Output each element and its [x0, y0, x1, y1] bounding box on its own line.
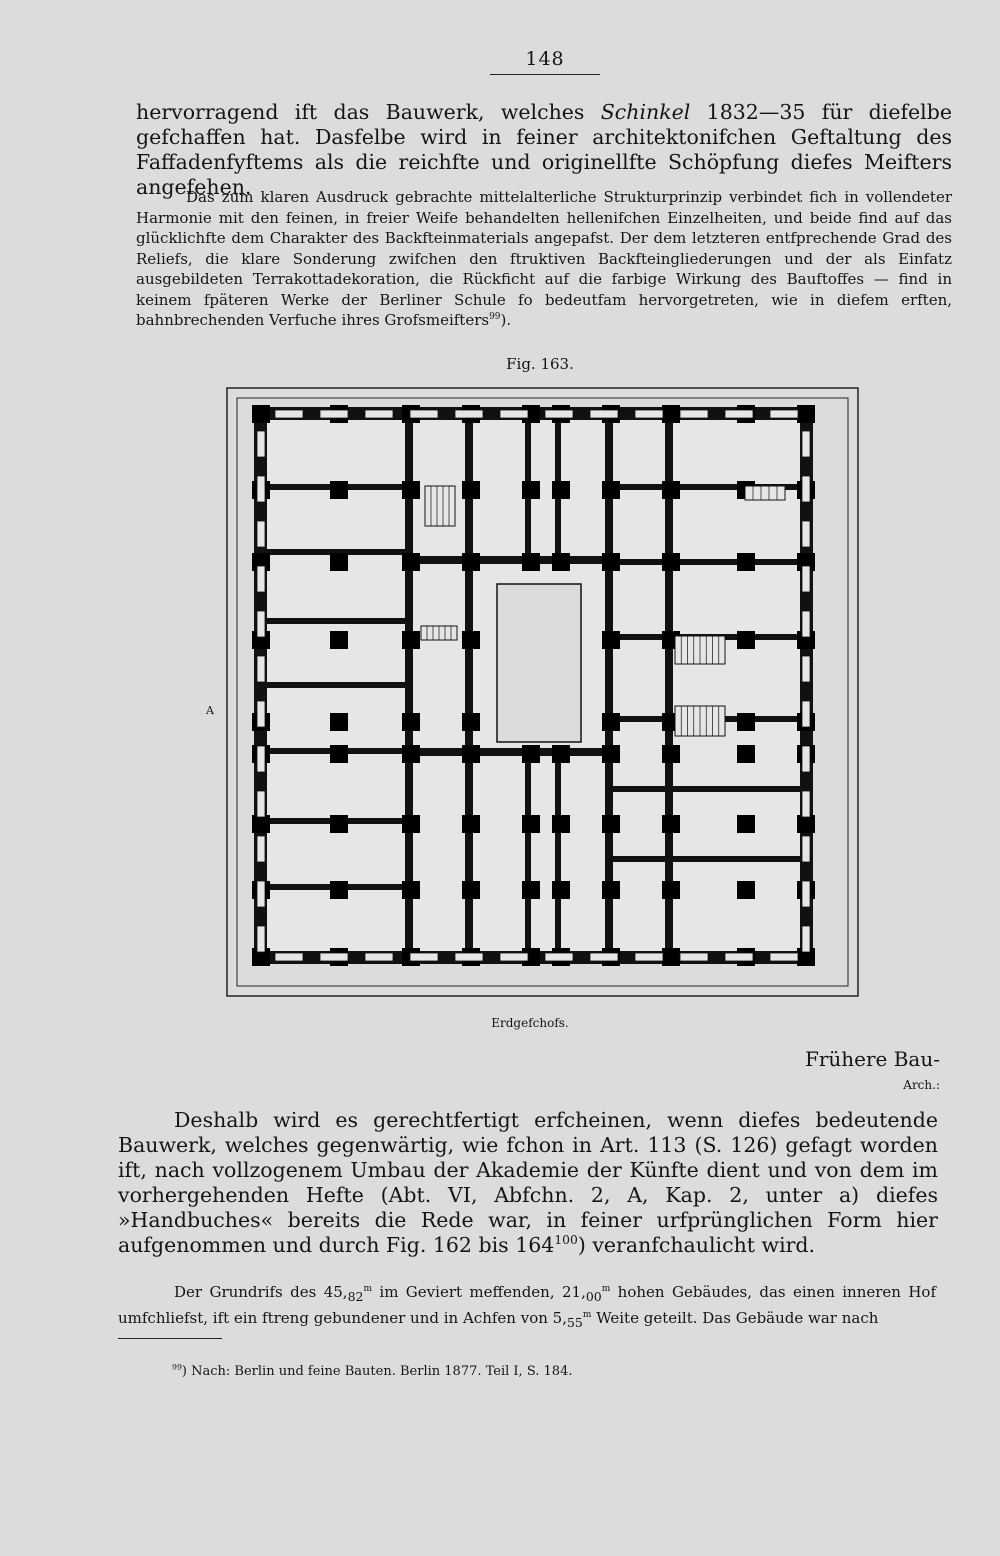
pier — [402, 713, 420, 731]
ring-wall-north — [405, 556, 605, 564]
window — [257, 476, 265, 502]
cross-wall — [255, 682, 405, 688]
footnote-99 — [172, 1364, 872, 1379]
window — [500, 410, 528, 418]
pier — [402, 881, 420, 899]
pier — [252, 815, 270, 833]
footnote-99-text: ) Nach: Berlin und feine Bauten. Berlin 1877. Teil I, S. 184. — [181, 1364, 573, 1379]
pier — [737, 553, 755, 571]
pier — [330, 631, 348, 649]
paragraph-1-text-a: hervorragend ift das Bauwerk, welches — [136, 100, 601, 124]
footnote-rule — [118, 1338, 222, 1339]
pier — [662, 481, 680, 499]
pier — [522, 745, 540, 763]
pier — [330, 815, 348, 833]
spine-wall — [525, 756, 531, 963]
pier — [662, 881, 680, 899]
window — [802, 521, 810, 547]
window — [410, 410, 438, 418]
cross-wall — [605, 856, 812, 862]
pier — [462, 881, 480, 899]
window — [802, 611, 810, 637]
window — [725, 953, 753, 961]
floor-plan — [225, 386, 860, 998]
window — [257, 746, 265, 772]
stair-block — [745, 486, 785, 500]
pier — [522, 881, 540, 899]
pier — [552, 815, 570, 833]
ring-wall-south — [405, 748, 605, 756]
pier — [662, 815, 680, 833]
window — [500, 953, 528, 961]
pier — [602, 745, 620, 763]
margin-note-title: Frühere Bau- — [804, 1047, 940, 1071]
pier — [662, 553, 680, 571]
paragraph-3 — [118, 1108, 938, 1258]
window — [680, 953, 708, 961]
window — [802, 566, 810, 592]
figure-side-label: A — [206, 704, 214, 717]
window — [455, 410, 483, 418]
pier — [552, 553, 570, 571]
paragraph-1 — [136, 100, 952, 200]
pier — [662, 745, 680, 763]
window — [770, 953, 798, 961]
window — [257, 881, 265, 907]
figure-caption: Erdgefchofs. — [491, 1016, 569, 1030]
pier — [602, 881, 620, 899]
cross-wall — [255, 618, 405, 624]
pier — [602, 553, 620, 571]
paragraph-2 — [136, 187, 952, 331]
pier — [737, 713, 755, 731]
paragraph-4-c: hohen Gebäudes, das einen inneren Hof umfchliefst, ift ein ftreng gebundener und in Achfen von 5, — [118, 1283, 936, 1327]
pier — [252, 405, 270, 423]
pier — [662, 405, 680, 423]
pier — [462, 713, 480, 731]
window — [257, 791, 265, 817]
window — [590, 953, 618, 961]
stair-block — [425, 486, 455, 526]
page-number: 148 — [490, 48, 600, 75]
window — [275, 410, 303, 418]
pier — [552, 881, 570, 899]
measure-2-unit: m — [601, 1284, 611, 1294]
pier — [462, 553, 480, 571]
window — [455, 953, 483, 961]
pier — [402, 481, 420, 499]
window — [545, 953, 573, 961]
window — [802, 926, 810, 952]
pier — [402, 815, 420, 833]
pier — [330, 745, 348, 763]
courtyard — [497, 584, 581, 742]
footnote-ref-100: 100 — [554, 1233, 578, 1248]
pier — [602, 481, 620, 499]
measure-3-unit: m — [582, 1309, 592, 1320]
paragraph-4-a: Der Grundrifs des 45, — [174, 1283, 348, 1301]
window — [802, 431, 810, 457]
pier — [737, 631, 755, 649]
pier — [522, 481, 540, 499]
paragraph-4 — [118, 1282, 936, 1333]
window — [802, 791, 810, 817]
window — [257, 701, 265, 727]
measure-3-decimals: 55 — [566, 1314, 583, 1330]
pier — [330, 481, 348, 499]
cross-wall — [605, 786, 812, 792]
pier — [330, 713, 348, 731]
pier — [402, 745, 420, 763]
pier — [797, 815, 815, 833]
window — [257, 656, 265, 682]
window — [320, 410, 348, 418]
pier — [522, 553, 540, 571]
window — [802, 656, 810, 682]
window — [770, 410, 798, 418]
pier — [552, 745, 570, 763]
window — [590, 410, 618, 418]
window — [635, 953, 663, 961]
pier — [462, 481, 480, 499]
pier — [602, 631, 620, 649]
pier — [737, 881, 755, 899]
window — [545, 410, 573, 418]
paragraph-3-end: ) veranfchaulicht wird. — [577, 1233, 816, 1257]
window — [257, 611, 265, 637]
pier — [737, 745, 755, 763]
window — [802, 881, 810, 907]
paragraph-4-b: im Geviert meffenden, 21, — [372, 1283, 586, 1301]
window — [410, 953, 438, 961]
window — [320, 953, 348, 961]
pier — [602, 713, 620, 731]
pier — [462, 631, 480, 649]
window — [802, 836, 810, 862]
window — [257, 521, 265, 547]
pier — [737, 815, 755, 833]
architect-name: Schinkel — [600, 100, 691, 124]
footnote-99-mark: 99 — [172, 1362, 182, 1372]
window — [257, 431, 265, 457]
pier — [602, 815, 620, 833]
window — [257, 926, 265, 952]
pier — [462, 815, 480, 833]
pier — [402, 553, 420, 571]
window — [365, 953, 393, 961]
pier — [662, 948, 680, 966]
paragraph-4-d: Weite geteilt. Das Gebäude war nach — [591, 1308, 879, 1327]
pier — [522, 815, 540, 833]
paragraph-2-end: ). — [500, 311, 512, 329]
paragraph-1-text-b: 1832—35 für diefelbe gefchaffen hat. Dasfelbe wird in feiner architektonifchen Geftaltung des Faffadenfyftems als die reichfte und originellfte Schöpfung diefes Meifters angefehen. — [136, 100, 952, 199]
spine-wall — [555, 756, 561, 963]
pier — [462, 745, 480, 763]
measure-1-unit: m — [363, 1284, 373, 1294]
cross-wall — [605, 559, 812, 565]
window — [635, 410, 663, 418]
figure-label: Fig. 163. — [506, 355, 574, 373]
window — [257, 836, 265, 862]
window — [725, 410, 753, 418]
pier — [552, 481, 570, 499]
floor-plan-drawing — [225, 386, 860, 998]
window — [802, 701, 810, 727]
window — [257, 566, 265, 592]
measure-2-decimals: 00 — [585, 1289, 602, 1304]
window — [680, 410, 708, 418]
window — [275, 953, 303, 961]
window — [802, 746, 810, 772]
paragraph-2-text: Das zum klaren Ausdruck gebrachte mittelalterliche Strukturprinzip verbindet fich in vollendeter Harmonie mit den feinen, in freier Weife behandelten hellenifchen Einzelheiten, und beide find auf das glücklichfte dem Charakter des Backfteinmaterials angepafst. Der dem letzteren entfprechende Grad des Reliefs, die klare Sonderung zwifchen den ftruktiven Backfteingliederungen und der als Einfatz ausgebildeten Terrakottadekoration, die Rückficht auf die farbige Wirkung des Bauftoffes — find in keinem fpäteren Werke der Berliner Schule fo bedeutfam hervorgetreten, wie in diefem erften, bahnbrechenden Verfuche ihres Grofsmeifters — [136, 188, 952, 329]
window — [802, 476, 810, 502]
pier — [797, 405, 815, 423]
pier — [330, 553, 348, 571]
margin-note-subtitle: Arch.: — [903, 1078, 940, 1092]
paragraph-3-text: Deshalb wird es gerechtfertigt erfcheinen, wenn diefes bedeutende Bauwerk, welches gegenwärtig, wie fchon in Art. 113 (S. 126) gefagt worden ift, nach vollzogenem Umbau der Akademie der Künfte dient und von dem im vorhergehenden Hefte (Abt. VI, Abfchn. 2, A, Kap. 2, unter a) diefes »Handbuches« bereits die Rede war, in feiner urfprünglichen Form hier aufgenommen und durch Fig. 162 bis 164 — [118, 1108, 938, 1257]
measure-1-decimals: 82 — [347, 1289, 364, 1304]
pier — [402, 631, 420, 649]
window — [365, 410, 393, 418]
footnote-ref-99: 99 — [489, 312, 501, 322]
pier — [330, 881, 348, 899]
